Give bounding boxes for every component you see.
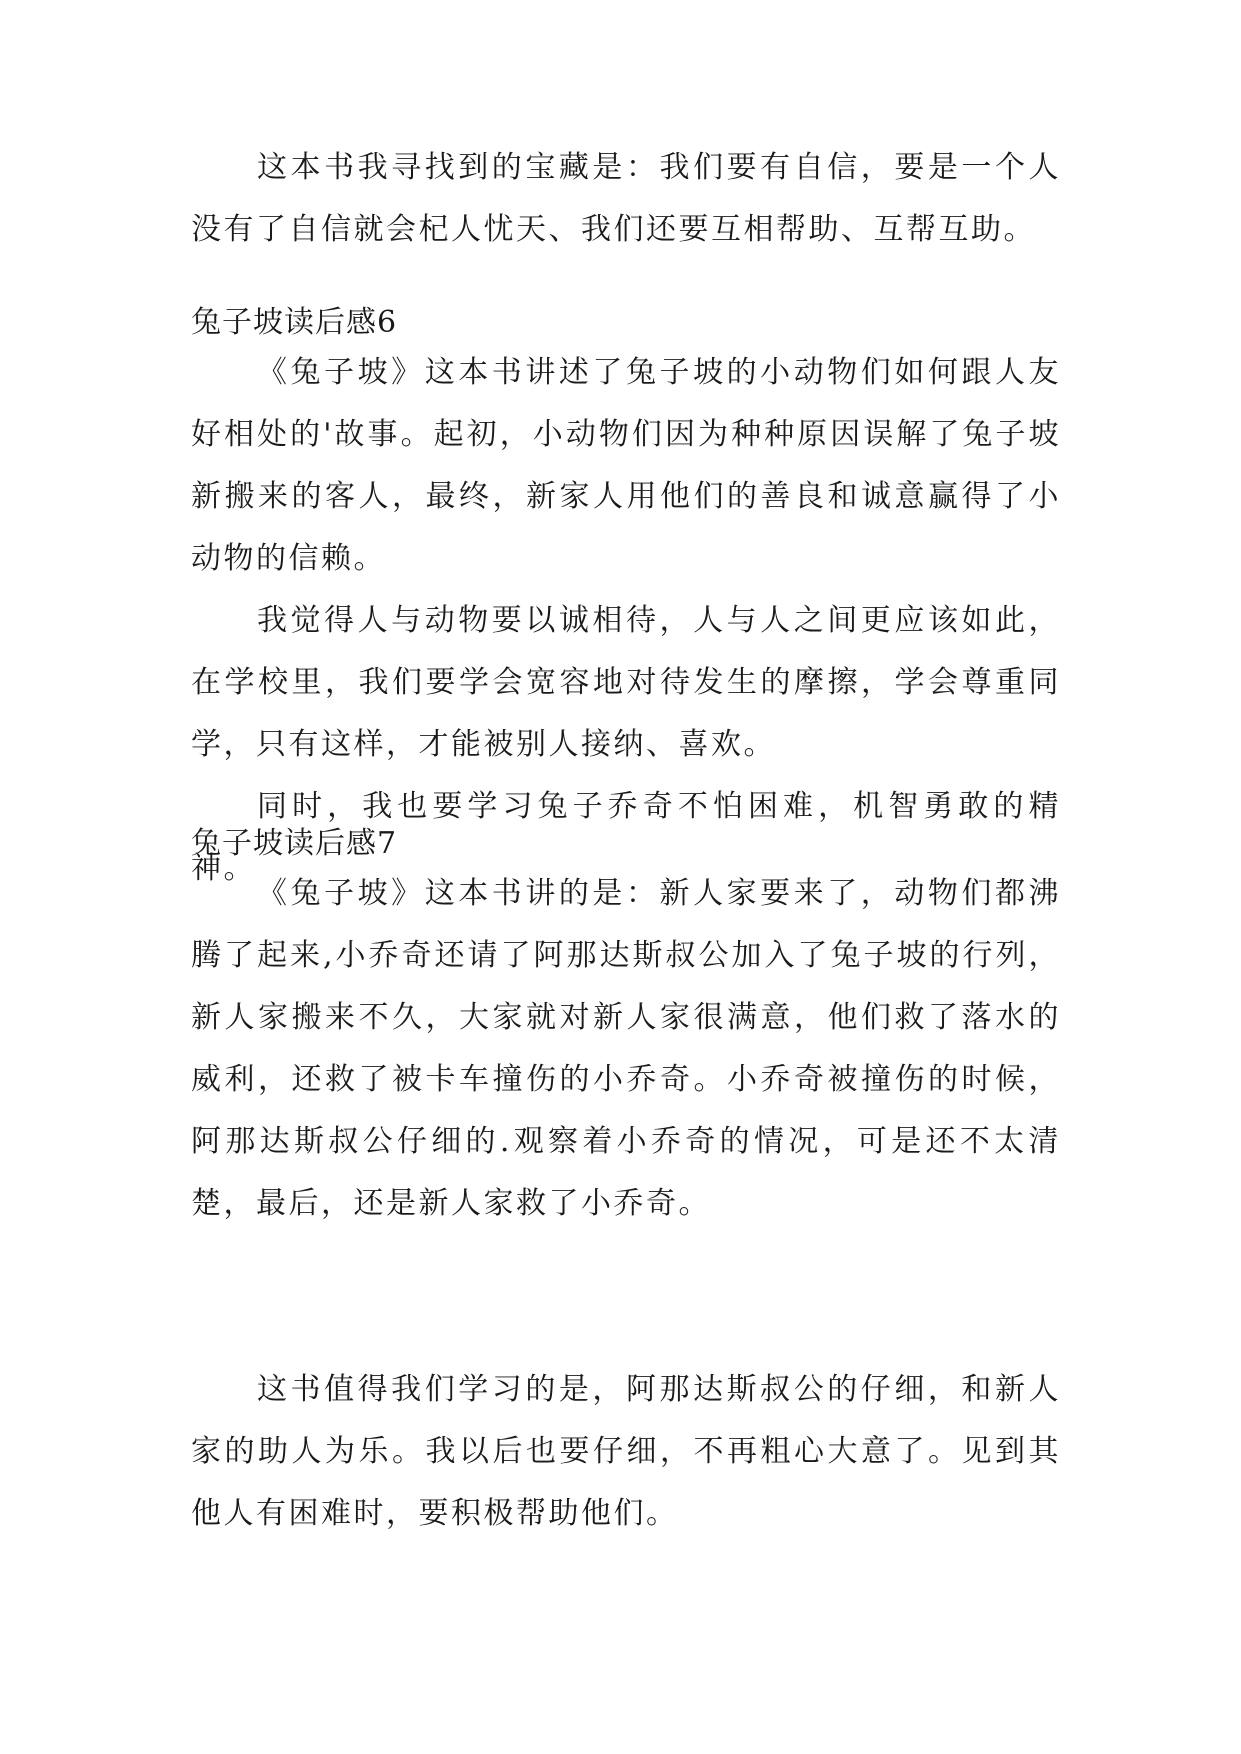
section-6-title: 兔子坡读后感6 [191,305,398,340]
section-7-paragraph-1: 《兔子坡》这本书讲的是：新人家要来了，动物们都沸腾了起来,小乔奇还请了阿那达斯叔公加入了兔子坡的行列，新人家搬来不久，大家就对新人家很满意，他们救了落水的威利，还救了被卡车撞伤的小乔奇。小乔奇被撞伤的时候，阿那达斯叔公仔细的.观察着小乔奇的情况，可是还不太清楚，最后，还是新人家救了小乔奇。 [191,876,1061,1221]
section-6-paragraph-3: 同时，我也要学习兔子乔奇不怕困难，机智勇敢的精神。 [191,789,1061,886]
section-7-paragraph-2: 这书值得我们学习的是，阿那达斯叔公的仔细，和新人家的助人为乐。我以后也要仔细，不再粗心大意了。见到其他人有困难时，要积极帮助他们。 [191,1372,1061,1531]
intro-paragraph: 这本书我寻找到的宝藏是：我们要有自信，要是一个人没有了自信就会杞人忧天、我们还要互相帮助、互帮互助。 [191,150,1061,247]
section-7-title: 兔子坡读后感7 [191,826,398,861]
section-6-paragraph-2: 我觉得人与动物要以诚相待，人与人之间更应该如此，在学校里，我们要学会宽容地对待发生的摩擦，学会尊重同学，只有这样，才能被别人接纳、喜欢。 [191,603,1061,762]
section-6-paragraph-1: 《兔子坡》这本书讲述了兔子坡的小动物们如何跟人友好相处的'故事。起初，小动物们因为种种原因误解了兔子坡新搬来的客人，最终，新家人用他们的善良和诚意赢得了小动物的信赖。 [191,355,1061,576]
